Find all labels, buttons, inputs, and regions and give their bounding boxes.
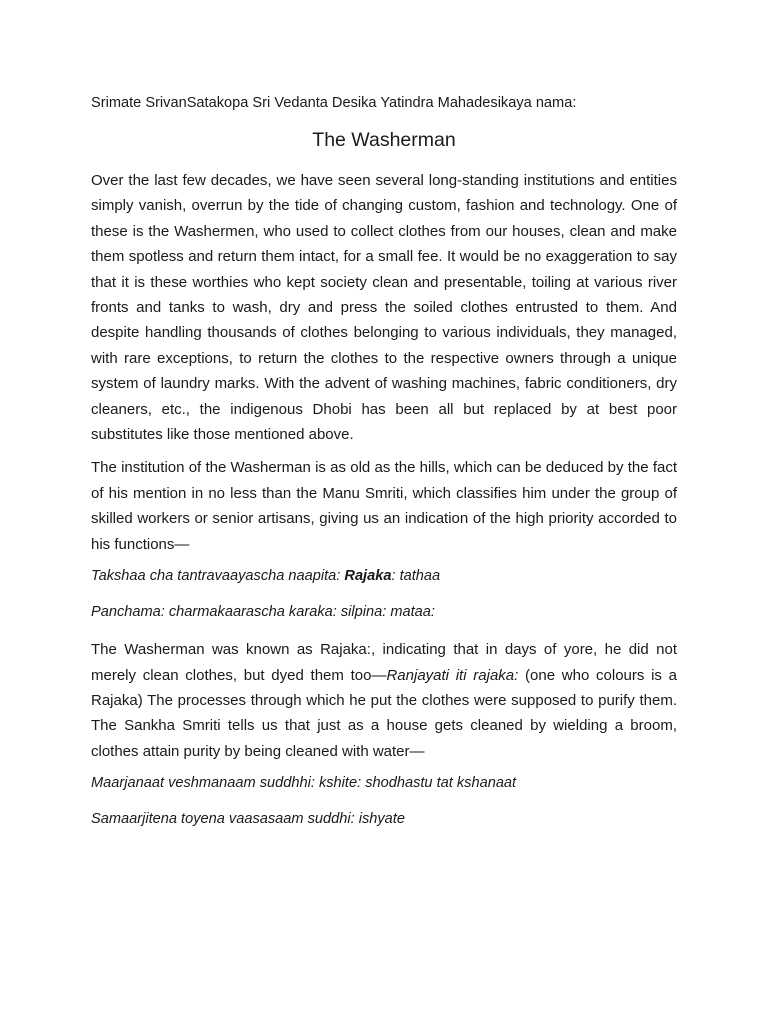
verse-1-bold-word: Rajaka <box>344 568 392 585</box>
verse-1-text-after: : tathaa <box>391 568 441 585</box>
verse-line-1 <box>91 565 677 587</box>
verse-1-text-before: Takshaa cha tantravaayascha naapita: <box>91 568 345 585</box>
paragraph-rajaka <box>91 637 677 764</box>
verse-line-2: Panchama: charmakaarascha karaka: silpina: mataa: <box>91 604 435 621</box>
paragraph-rajaka-italic: Ranjayati iti rajaka: <box>386 666 519 684</box>
document-title: The Washerman <box>312 129 456 151</box>
verse-line-4: Samaarjitena toyena vaasasaam suddhi: ishyate <box>91 811 405 828</box>
paragraph-rajaka-part2: (one who colours is a Rajaka) The processes through which he put the clothes were supposed to purify them. The Sankha Smriti tells us that just as a house gets cleaned by wielding a broom, clothes attain purity by being cleaned with water— <box>91 666 677 760</box>
paragraph-rajaka-part1: The Washerman was known as Rajaka:, indicating that in days of yore, he did not merely clean clothes, but dyed them too— <box>91 641 677 684</box>
paragraph-manu-smriti: The institution of the Washerman is as old as the hills, which can be deduced by the fact of his mention in no less than the Manu Smriti, which classifies him under the group of skilled workers or senior artisans, giving us an indication of the high priority accorded to his functions— <box>91 459 677 553</box>
invocation-line: Srimate SrivanSatakopa Sri Vedanta Desika Yatindra Mahadesikaya nama: <box>91 95 577 111</box>
verse-line-3: Maarjanaat veshmanaam suddhhi: kshite: shodhastu tat kshanaat <box>91 775 517 792</box>
document-page <box>91 92 677 844</box>
paragraph-intro: Over the last few decades, we have seen several long-standing institutions and entities simply vanish, overrun by the tide of changing custom, fashion and technology. One of these is the Washermen, who used to collect clothes from our houses, clean and make them spotless and return them intact, for a small fee. It would be no exaggeration to say that it is these worthies who kept society clean and presentable, toiling at various river fronts and tanks to wash, dry and press the soiled clothes entrusted to them. And despite handling thousands of clothes belonging to various individuals, they managed, with rare exceptions, to return the clothes to the respective owners through a unique system of laundry marks. With the advent of washing machines, fabric conditioners, dry cleaners, etc., the indigenous Dhobi has been all but replaced by at best poor substitutes like those mentioned above. <box>91 172 677 444</box>
